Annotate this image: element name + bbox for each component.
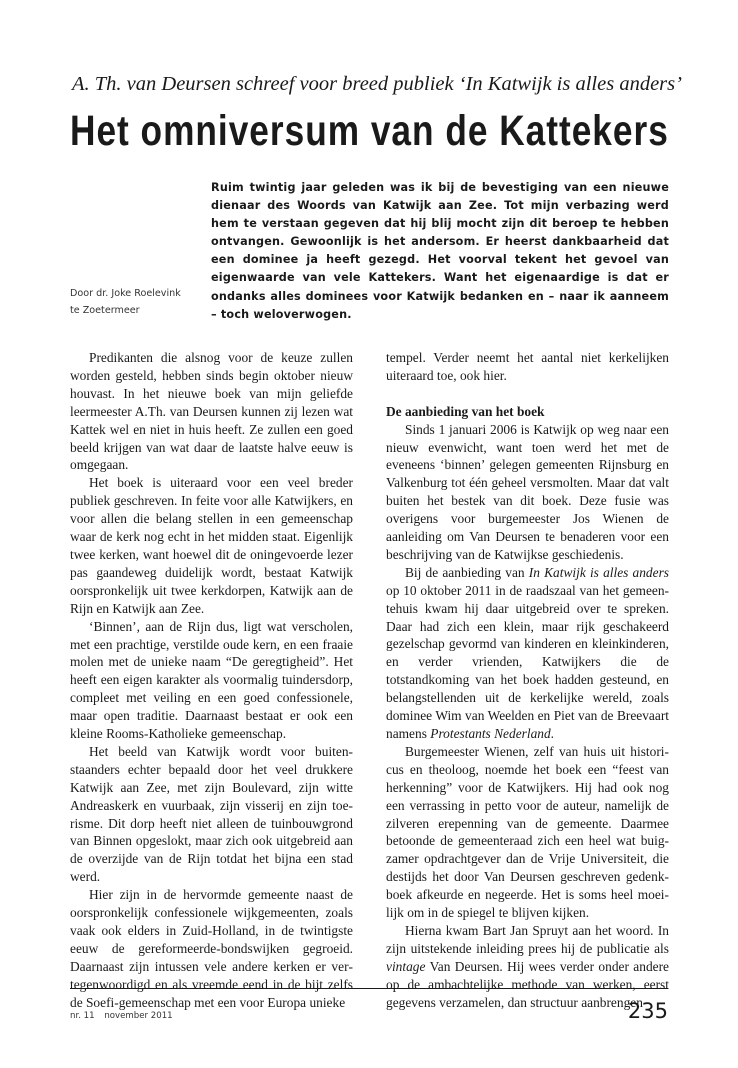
issue-info [70, 1011, 180, 1021]
paragraph: Hier zijn in de hervormde gemeente naast de oorspronkelijk confessionele wijkgemeenten, zoals vaak ook elders in Zuid-Holland, in de twintigste eeuw de gereformeerde-bondswijken gegroeid. Daarnaast zijn intussen vele andere kerken er vertegenwoordigd en als vreemde eend in de bijt zelfs de Soefi-gemeenschap met een voor Europa unieke [70, 887, 353, 1010]
paragraph-continuation: tempel. Verder neemt het aantal niet kerkelijken uiteraard toe, ook hier. [386, 350, 669, 383]
byline-place: te Zoetermeer [70, 305, 140, 316]
paragraph: Predikanten die alsnog voor de keuze zullen worden gesteld, hebben sinds begin oktober nieuw houvast. In het nieuwe boek van mijn geliefde leermeester A.Th. van Deursen kunnen zij lezen wat Kattek wel en niet in huis heeft. Ze zullen een goed beeld krijgen van wat daar de laatste halve eeuw is omgegaan. [70, 350, 353, 473]
page-number: 235 [627, 999, 668, 1023]
text-run: Van Deursen. Hij wees verder onder andere op de ambachtelijke methode van werken, eerst gegevens verzamelen, dan structuur aanbrengen [386, 958, 669, 1010]
section-spacer [386, 385, 669, 403]
issue-date: november 2011 [104, 1011, 173, 1021]
intro-paragraph: Ruim twintig jaar geleden was ik bij de bevestiging van een nieuwe dienaar des Woords van Katwijk aan Zee. Tot mijn verbazing werd hem te verstaan gegeven dat hij blij mocht zijn dit beroep te hebben ontvangen. Gewoonlijk is het andersom. Er heerst dankbaarheid dat een dominee ja heeft gezegd. Het voorval tekent het gevoel van eigenwaarde van vele Kattekers. Want het eigenaardige is dat er ondanks alles dominees voor Katwijk bedanken en – naar ik aanneem – toch weloverwogen. [211, 181, 669, 321]
article-title: Het omniversum van de Kattekers [70, 107, 669, 155]
organisation-name: Protestants Nederland [430, 726, 551, 742]
paragraph: Sinds 1 januari 2006 is Katwijk op weg naar een nieuw evenwicht, want toen werd het met de eveneens ‘binnen’ gelegen gemeenten Rijnsburg en Valkenburg tot één geheel versmolten. Maar dat valt buiten het bestek van dit boek. Deze fusie was overigens voor burgemeester Jos Wienen de aanleiding om Van Deursen te benaderen voor een beschrijving van de Katwijkse geschiedenis. [386, 421, 669, 562]
book-title: In Katwijk is alles anders [528, 564, 669, 580]
text-run: . [550, 726, 555, 742]
text-run: Bij de aanbieding van [405, 564, 529, 580]
italic-term: vintage [386, 958, 426, 974]
text-run: Hierna kwam Bart Jan Spruyt aan het woord. In zijn uitstekende inleiding prees hij de publicatie als [386, 922, 669, 956]
byline-author: Door dr. Joke Roelevink [70, 288, 181, 299]
left-column [70, 349, 353, 1012]
issue-number: nr. 11 [70, 1011, 95, 1021]
article-intro [211, 179, 669, 324]
paragraph: Het beeld van Katwijk wordt voor buitenstaanders echter bepaald door het veel drukkere Katwijk aan Zee, met zijn Boulevard, zijn witte Andreaskerk en vuurbaak, zijn visserij en zijn toerisme. Dit dorp heeft niet alleen de tuinbouwgrond van Binnen opgeslokt, maar zich ook uitgebreid aan de overzijde van de Rijn totdat het bijna een stad werd. [70, 743, 353, 885]
right-column [386, 349, 669, 1012]
text-run: op 10 oktober 2011 in de raadszaal van het gemeentehuis kwam hij daar uitgebreid over te spreken. Daar had zich een klein, maar rijk geschakeerd gezelschap gevormd van kinderen en kleinkinderen, en verder vrienden, Katwijkers die de totstandkoming van het boek hadden gesteund, en belangstellenden uit de kerkelijke wereld, zoals dominee Wim van Weelden en Piet van de Breevaart namens [386, 582, 669, 742]
section-heading: De aanbieding van het boek [386, 403, 545, 419]
paragraph: ‘Binnen’, aan de Rijn dus, ligt wat verscholen, met een prachtige, verstilde oude kern, en een fraaie molen met de unieke naam “De geregtigheid”. Het heeft een eigen karakter als voormalig tuindersdorp, compleet met veiling en een goed confessionele, maar open traditie. Daarnaast bestaat er ook een kleine Rooms-Katholieke gemeenschap. [70, 618, 353, 742]
paragraph [386, 564, 669, 743]
article-kicker: A. Th. van Deursen schreef voor breed publiek ‘In Katwijk is alles anders’ [72, 73, 682, 95]
paragraph: Burgemeester Wienen, zelf van huis uit historicus en theoloog, noemde het boek een “feest van herkenning” voor de Katwijkers. Hij had ook nog een verrassing in petto voor de auteur, namelijk de zilveren erepenning van de gemeente. Daarmee betoonde de gemeenteraad zich een heel wat buigzamer opdrachtgever dan de Vrije Universiteit, die destijds het door Van Deursen geschreven gedenkboek afkeurde en negeerde. Het is soms heel moeilijk om in de spiegel te blijven kijken. [386, 743, 669, 921]
paragraph [386, 922, 669, 1012]
byline [70, 285, 210, 319]
paragraph: Het boek is uiteraard voor een veel breder publiek geschreven. In feite voor alle Katwijkers, en voor allen die belang stellen in een gemeenschap waar de kerk nog echt in het midden staat. Eigenlijk twee kerken, want hoewel dit de oningevoerde lezer pas gaandeweg duidelijk wordt, bestaat Katwijk oorspronkelijk uit twee kerkdorpen, Katwijk aan de Rijn en Katwijk aan Zee. [70, 475, 353, 616]
footer-rule [70, 988, 668, 989]
